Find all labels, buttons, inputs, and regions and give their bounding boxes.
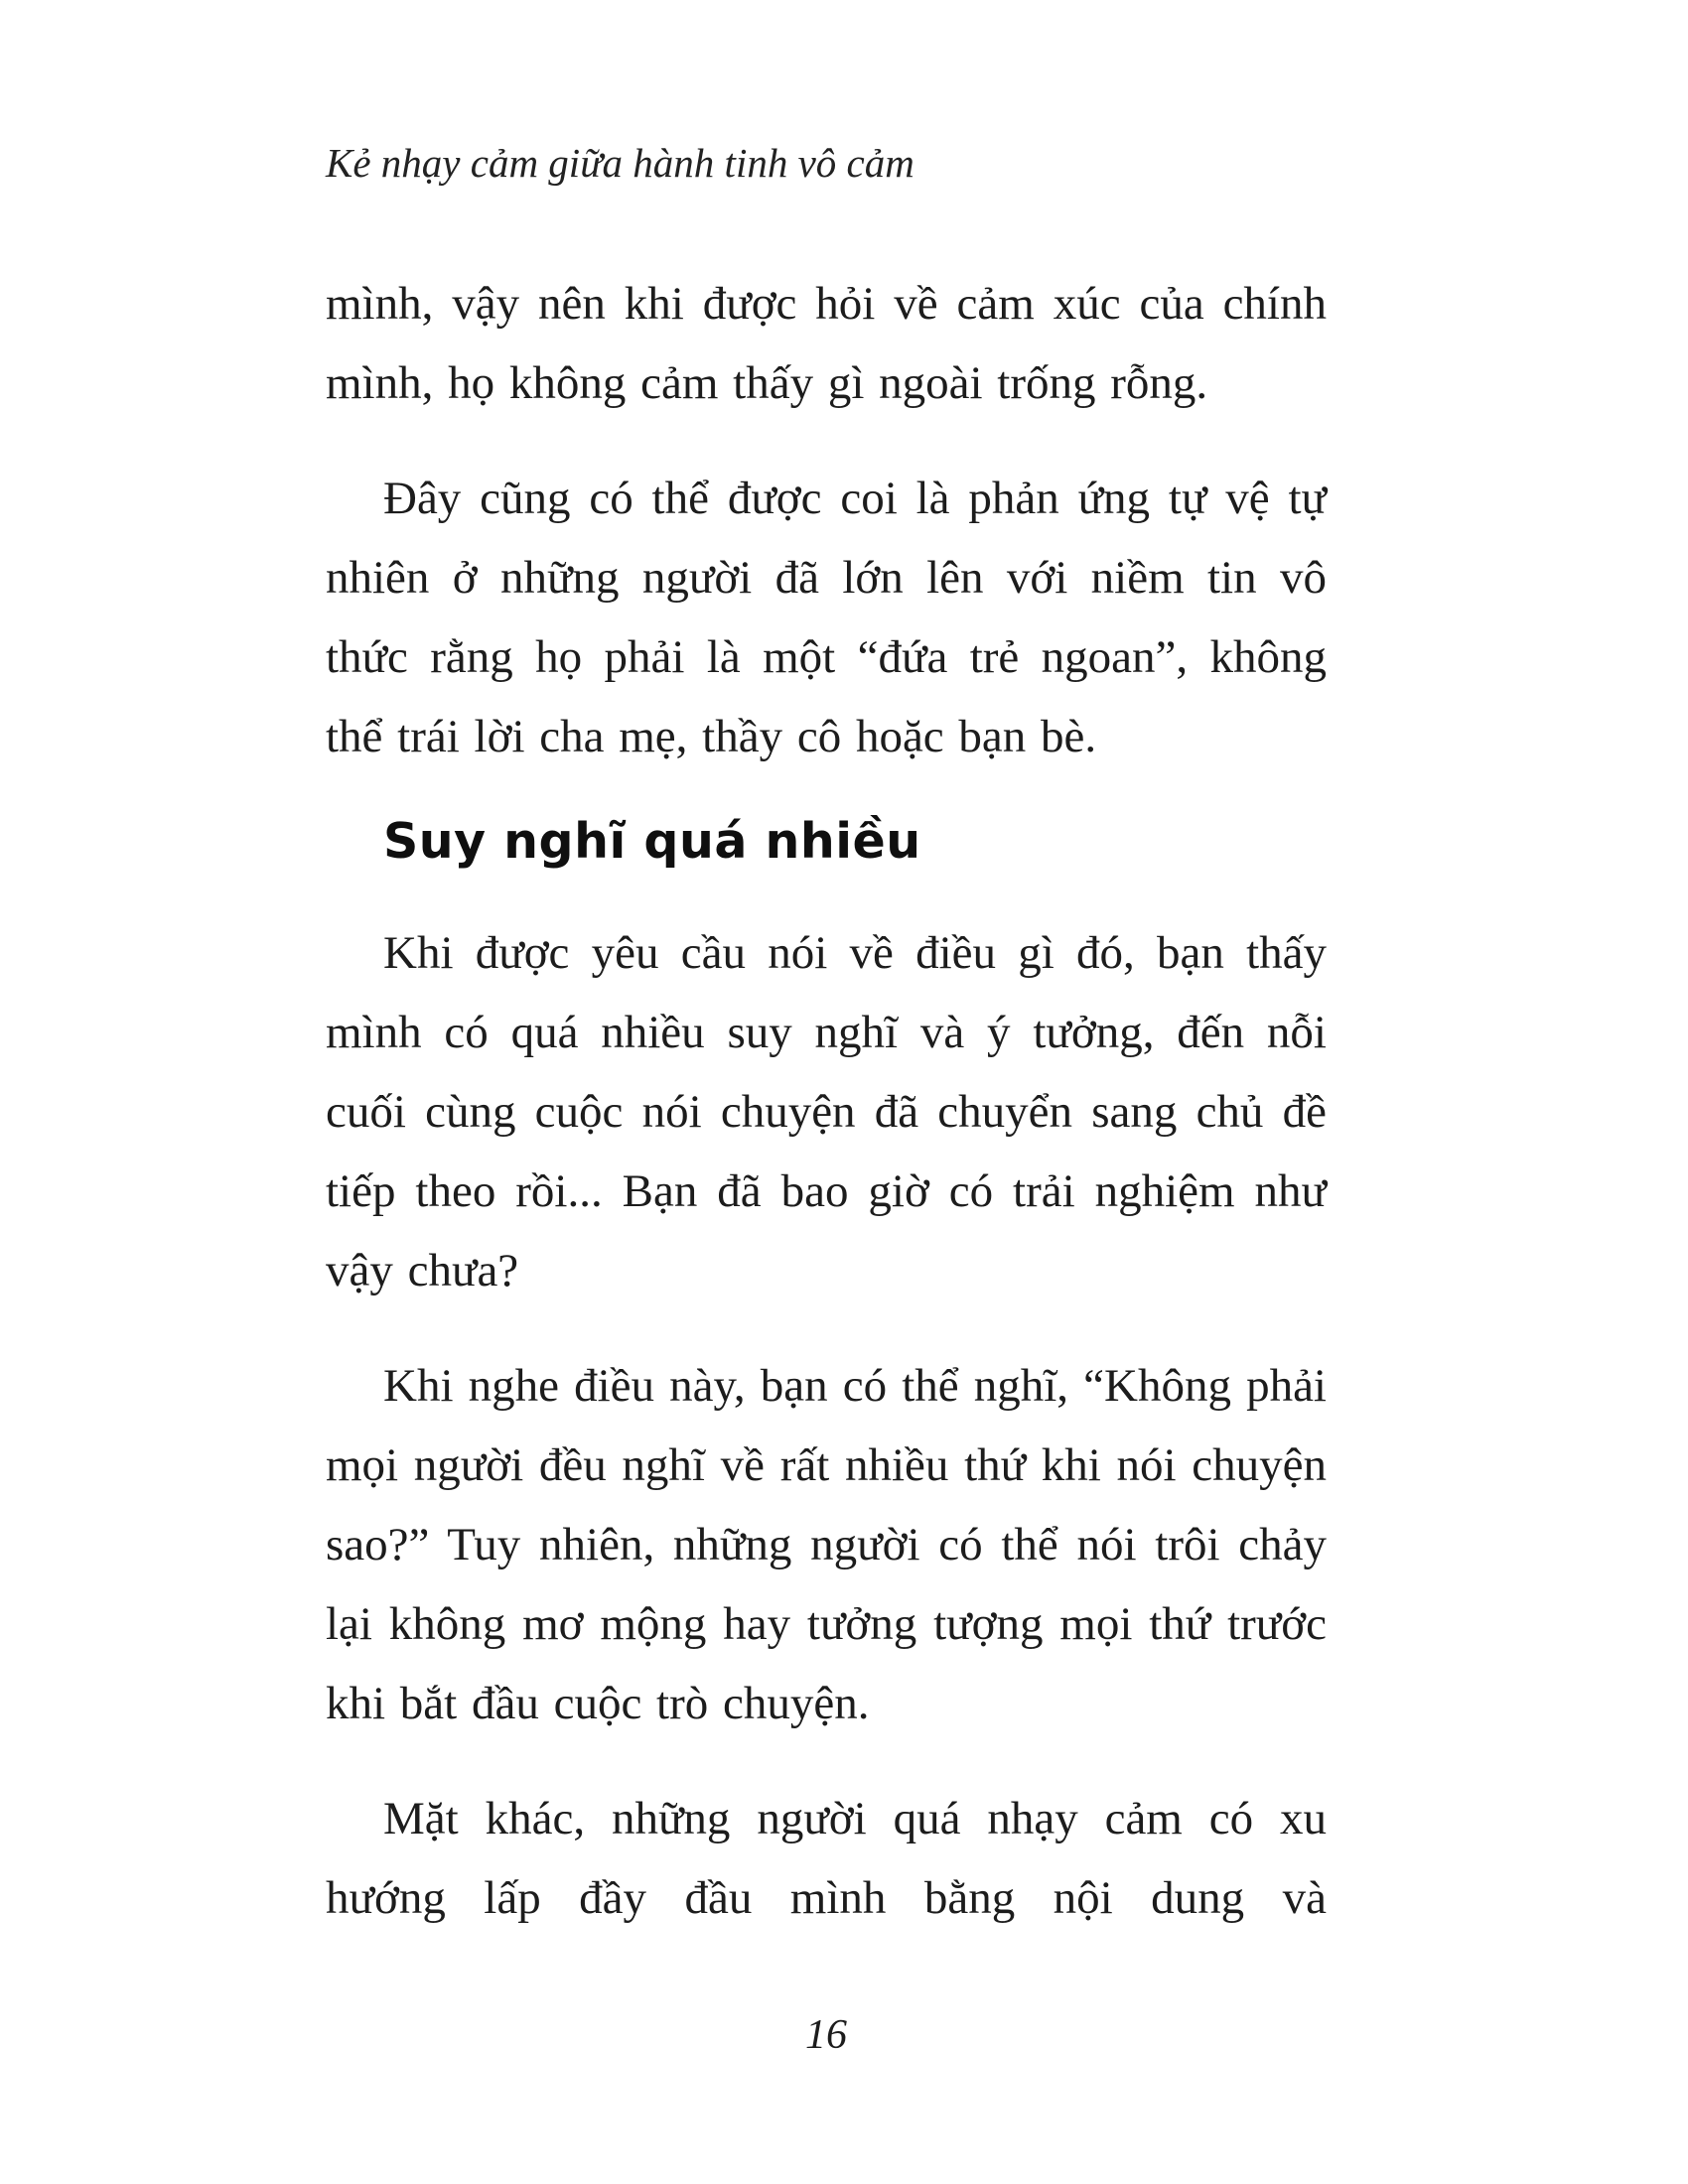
paragraph: Đây cũng có thể được coi là phản ứng tự vệ tự nhiên ở những người đã lớn lên với niềm tin vô thức rằng họ phải là một “đứa trẻ ngoan”, không thể trái lời cha mẹ, thầy cô hoặc bạn bè. [326, 473, 1327, 762]
section-heading: Suy nghĩ quá nhiều [383, 813, 921, 870]
paragraph: mình, vậy nên khi được hỏi về cảm xúc của chính mình, họ không cảm thấy gì ngoài trống rỗng. [326, 278, 1327, 409]
paragraph: Mặt khác, những người quá nhạy cảm có xu hướng lấp đầy đầu mình bằng nội dung và [326, 1793, 1327, 1924]
running-header: Kẻ nhạy cảm giữa hành tinh vô cảm [326, 140, 914, 186]
paragraph: Khi được yêu cầu nói về điều gì đó, bạn thấy mình có quá nhiều suy nghĩ và ý tưởng, đến nỗi cuối cùng cuộc nói chuyện đã chuyển sang chủ đề tiếp theo rồi... Bạn đã bao giờ có trải nghiệm như vậy chưa? [326, 927, 1327, 1297]
text-block [326, 137, 1327, 1938]
paragraph: Khi nghe điều này, bạn có thể nghĩ, “Không phải mọi người đều nghĩ về rất nhiều thứ khi nói chuyện sao?” Tuy nhiên, những người có thể nói trôi chảy lại không mơ mộng hay tưởng tượng mọi thứ trước khi bắt đầu cuộc trò chuyện. [326, 1360, 1327, 1729]
page-number: 16 [805, 2012, 847, 2058]
